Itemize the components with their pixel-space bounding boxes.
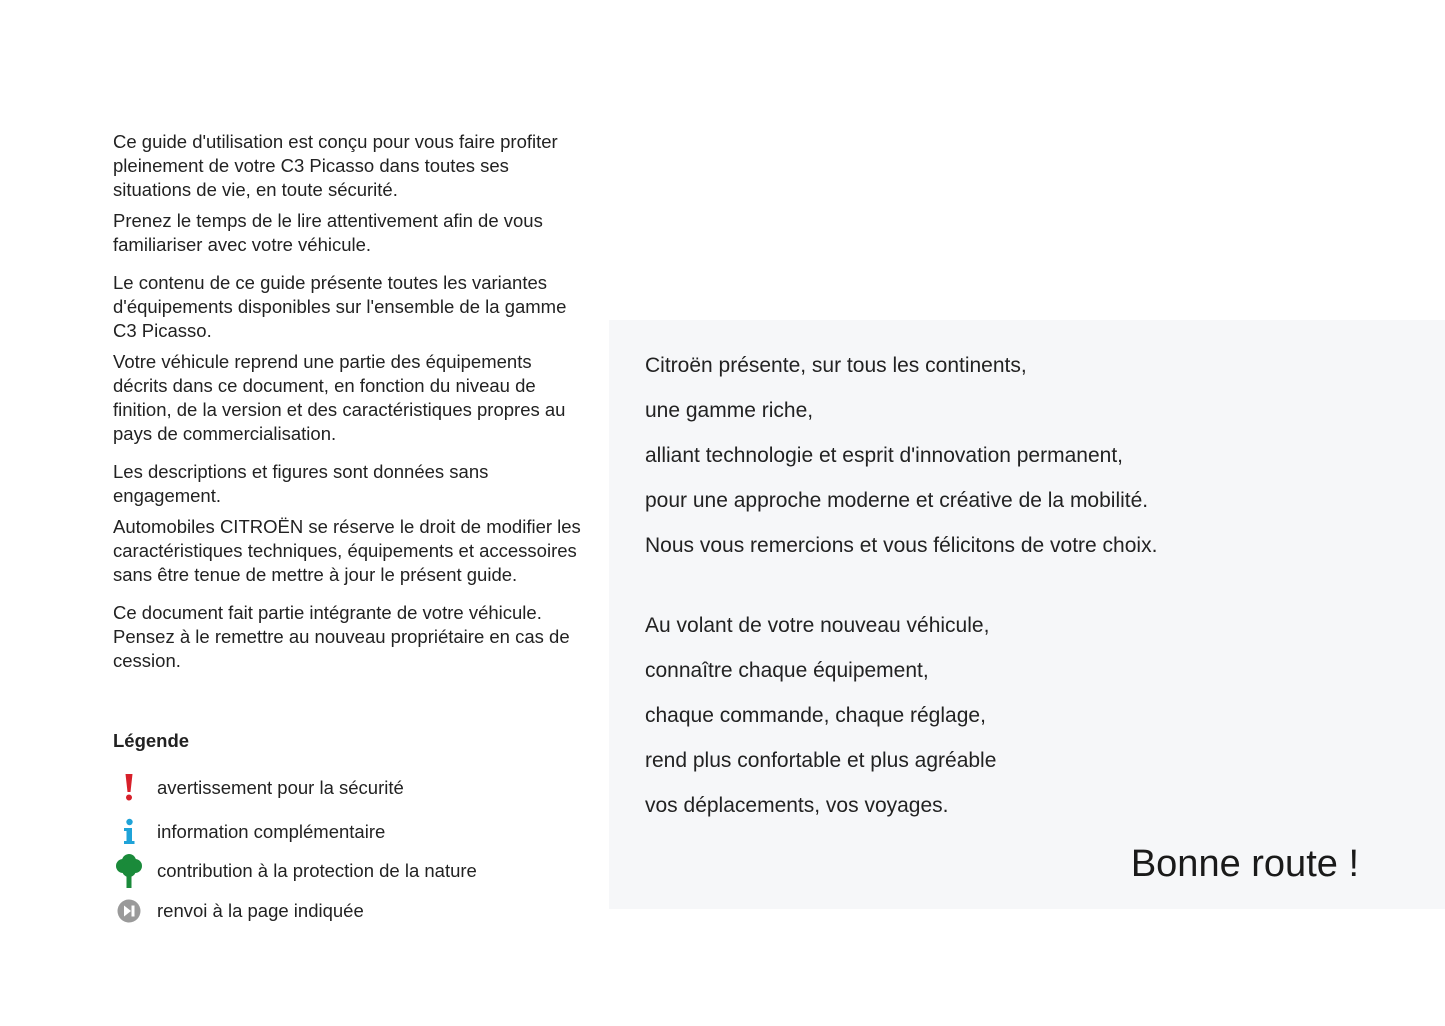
- warning-exclamation-icon: [113, 770, 145, 806]
- legend-label: avertissement pour la sécurité: [157, 777, 404, 798]
- message-line: vos déplacements, vos voyages.: [645, 794, 949, 817]
- legend-item-nature: [113, 853, 593, 889]
- intro-paragraph: Votre véhicule reprend une partie des équipements décrits dans ce document, en fonction du niveau de finition, de la version et des caractéristiques propres au pays de commercialisation.: [113, 351, 566, 444]
- legend-label: contribution à la protection de la nature: [157, 860, 477, 881]
- message-line: rend plus confortable et plus agréable: [645, 749, 997, 772]
- intro-paragraph: Automobiles CITROËN se réserve le droit de modifier les caractéristiques techniques, équipements et accessoires sans être tenue de mettre à jour le présent guide.: [113, 516, 581, 585]
- message-line: une gamme riche,: [645, 399, 814, 422]
- intro-paragraph: Ce guide d'utilisation est conçu pour vous faire profiter pleinement de votre C3 Picasso dans toutes ses situations de vie, en toute sécurité.: [113, 131, 558, 200]
- intro-paragraph: Ce document fait partie intégrante de votre véhicule. Pensez à le remettre au nouveau propriétaire en cas de cession.: [113, 602, 570, 671]
- message-line: Nous vous remercions et vous félicitons de votre choix.: [645, 534, 1158, 557]
- intro-paragraph: Le contenu de ce guide présente toutes les variantes d'équipements disponibles sur l'ensemble de la gamme C3 Picasso.: [113, 272, 567, 341]
- legend-label: renvoi à la page indiquée: [157, 900, 364, 921]
- intro-text: [113, 130, 588, 673]
- message-line: alliant technologie et esprit d'innovation permanent,: [645, 444, 1123, 467]
- message-line: pour une approche moderne et créative de la mobilité.: [645, 489, 1149, 512]
- message-line: chaque commande, chaque réglage,: [645, 704, 986, 727]
- message-line: Citroën présente, sur tous les continents,: [645, 354, 1027, 377]
- intro-paragraph: Prenez le temps de le lire attentivement afin de vous familiariser avec votre véhicule.: [113, 210, 543, 255]
- message-line: connaître chaque équipement,: [645, 659, 929, 682]
- page-reference-icon: [113, 893, 145, 929]
- legend-item-warning: [113, 770, 593, 806]
- message-line: Au volant de votre nouveau véhicule,: [645, 614, 990, 637]
- intro-paragraph: Les descriptions et figures sont données sans engagement.: [113, 461, 489, 506]
- tree-icon: [113, 853, 145, 889]
- closing-greeting: Bonne route !: [1130, 843, 1359, 885]
- welcome-panel: [609, 320, 1445, 909]
- legend-item-info: [113, 814, 593, 850]
- legend-item-page-ref: [113, 893, 593, 929]
- legend-title: Légende: [113, 730, 190, 751]
- legend-label: information complémentaire: [157, 821, 386, 842]
- info-icon: [113, 814, 145, 850]
